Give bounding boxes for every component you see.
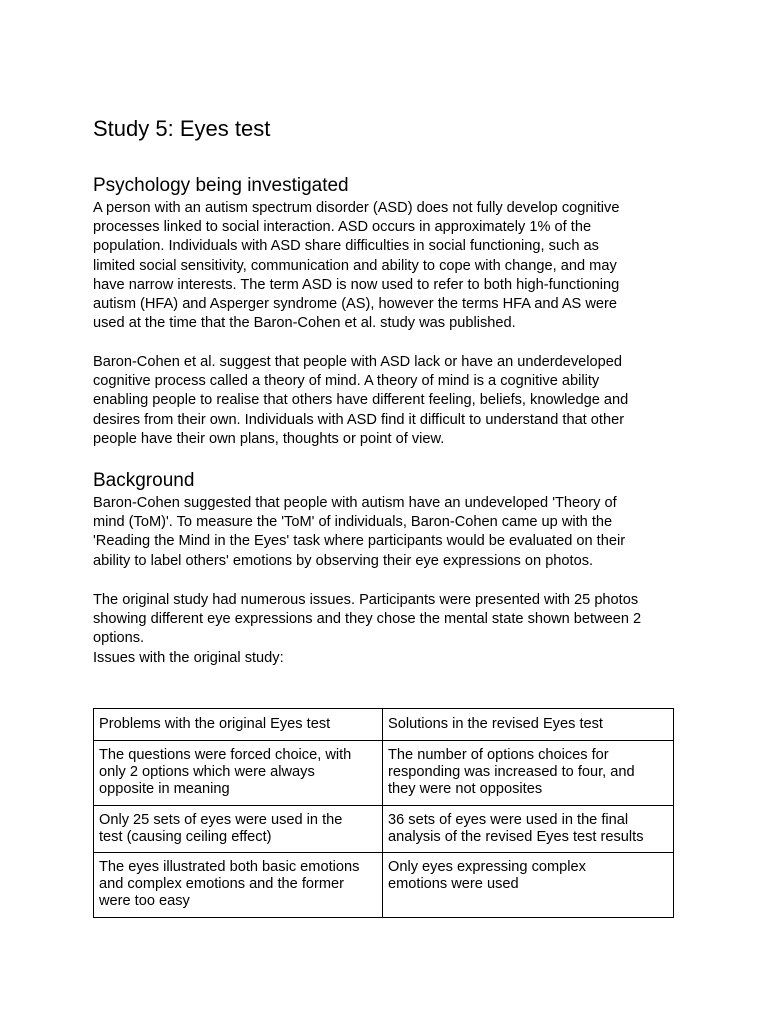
text-line: 'Reading the Mind in the Eyes' task where participants would be evaluated on their [93,533,626,550]
cell-text: opposite in meaning [99,780,230,797]
text-line: used at the time that the Baron-Cohen et al. study was published. [93,315,516,332]
table-row [94,853,674,918]
text-line: enabling people to realise that others have different feeling, beliefs, knowledge and [93,392,629,409]
cell-text: 36 sets of eyes were used in the final [388,812,629,828]
cell-text: Solutions in the revised Eyes test [388,716,603,732]
text-line: Baron-Cohen suggested that people with autism have an undeveloped 'Theory of [93,495,617,511]
cell-text: emotions were used [388,875,519,892]
text-line: A person with an autism spectrum disorder (ASD) does not fully develop cognitive [93,200,620,216]
text-line: Issues with the original study: [93,649,284,666]
text-line: autism (HFA) and Asperger syndrome (AS), however the terms HFA and AS were [93,296,617,313]
table-header-cell [94,709,383,741]
text-line: limited social sensitivity, communication and ability to cope with change, and may [93,257,617,274]
cell-text: they were not opposites [388,780,543,797]
text-line: options. [93,630,145,647]
table-row [94,806,674,853]
text-line: desires from their own. Individuals with ASD find it difficult to understand that other [93,411,625,428]
table-header-row [94,709,674,741]
cell-text: Only 25 sets of eyes were used in the [99,812,343,828]
paragraph-psychology-2 [93,353,683,449]
issues-table [93,708,674,918]
cell-text: test (causing ceiling effect) [99,828,272,845]
paragraph-psychology-1 [93,199,683,333]
text-line: Baron-Cohen et al. suggest that people with ASD lack or have an underdeveloped [93,354,622,370]
cell-text: responding was increased to four, and [388,763,635,780]
table-cell [94,853,383,918]
table-cell [383,741,674,806]
cell-text: only 2 options which were always [99,763,315,780]
cell-text: Only eyes expressing complex [388,859,586,875]
cell-text: The eyes illustrated both basic emotions [99,859,360,875]
table-header-cell [383,709,674,741]
text-line: mind (ToM)'. To measure the 'ToM' of individuals, Baron-Cohen came up with the [93,514,613,531]
text-line: processes linked to social interaction. ASD occurs in approximately 1% of the [93,219,592,236]
cell-text: and complex emotions and the former [99,875,344,892]
text-line: The original study had numerous issues. Participants were presented with 25 photos [93,592,639,608]
text-line: people have their own plans, thoughts or point of view. [93,430,445,447]
section-heading-background: Background [93,470,195,491]
text-line: population. Individuals with ASD share difficulties in social functioning, such as [93,238,599,255]
text-line: have narrow interests. The term ASD is now used to refer to both high-functioning [93,276,620,293]
paragraph-background-2 [93,591,683,668]
table-cell [94,741,383,806]
text-line: ability to label others' emotions by observing their eye expressions on photos. [93,552,594,569]
document-title: Study 5: Eyes test [93,116,271,141]
table-cell [383,853,674,918]
section-heading-psychology: Psychology being investigated [93,175,349,196]
cell-text: The number of options choices for [388,747,609,763]
cell-text: analysis of the revised Eyes test results [388,828,644,845]
paragraph-background-1 [93,494,683,571]
table-row [94,741,674,806]
cell-text: were too easy [99,892,190,909]
cell-text: Problems with the original Eyes test [99,716,331,732]
table-cell [383,806,674,853]
text-line: cognitive process called a theory of mind. A theory of mind is a cognitive ability [93,373,600,390]
table-cell [94,806,383,853]
cell-text: The questions were forced choice, with [99,747,352,763]
text-line: showing different eye expressions and they chose the mental state shown between 2 [93,611,642,628]
